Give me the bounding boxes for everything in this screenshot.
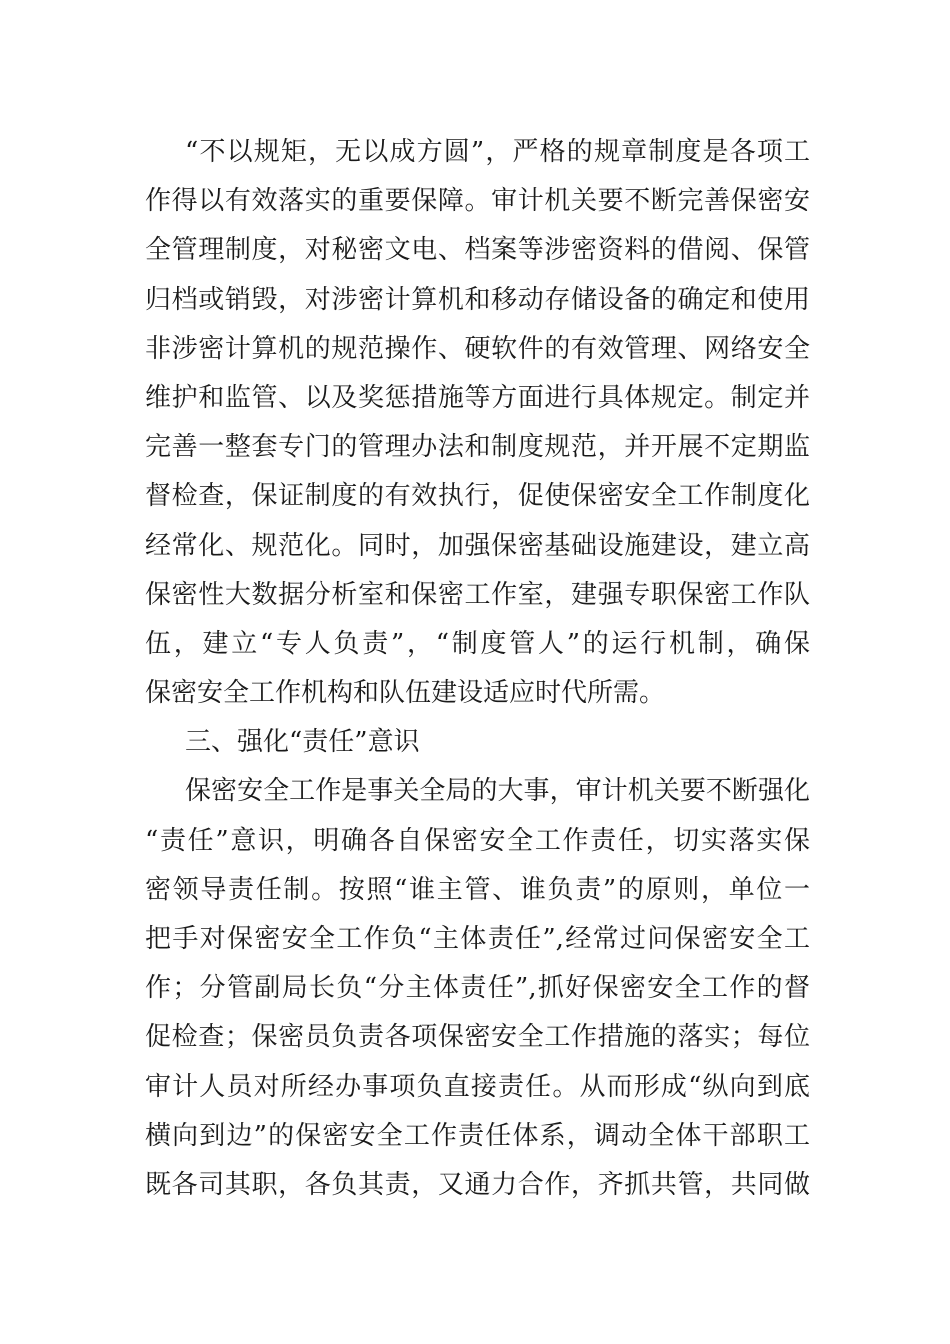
paragraph-line: 保密安全工作机构和队伍建设适应时代所需。: [145, 678, 666, 709]
paragraph-line: 非涉密计算机的规范操作、硬软件的有效管理、网络安全: [145, 333, 810, 364]
paragraph-line: 密领导责任制。按照“谁主管、谁负责”的原则，单位一: [145, 874, 810, 905]
paragraph-line: 促检查；保密员负责各项保密安全工作措施的落实；每位: [145, 1022, 810, 1053]
paragraph-line: 归档或销毁，对涉密计算机和移动存储设备的确定和使用: [145, 284, 810, 315]
paragraph-line: 督检查，保证制度的有效执行，促使保密安全工作制度化: [145, 481, 810, 512]
paragraph-line: 作得以有效落实的重要保障。审计机关要不断完善保密安: [145, 186, 810, 217]
body-text: [145, 128, 810, 1210]
paragraph-line: 保密安全工作是事关全局的大事，审计机关要不断强化: [185, 776, 810, 807]
paragraph-line: 维护和监管、以及奖惩措施等方面进行具体规定。制定并: [145, 382, 810, 413]
paragraph-line: 经常化、规范化。同时，加强保密基础设施建设，建立高: [145, 530, 810, 561]
section-heading: 三、强化“责任”意识: [185, 727, 420, 758]
paragraph-line: 作；分管副局长负“分主体责任”,抓好保密安全工作的督: [145, 973, 810, 1004]
paragraph-line: 完善一整套专门的管理办法和制度规范，并开展不定期监: [145, 432, 810, 463]
paragraph-line: 保密性大数据分析室和保密工作室，建强专职保密工作队: [145, 579, 810, 610]
paragraph-line: “不以规矩，无以成方圆”，严格的规章制度是各项工: [185, 137, 810, 167]
paragraph-line: “责任”意识，明确各自保密安全工作责任，切实落实保: [145, 825, 810, 856]
paragraph-line: 把手对保密安全工作负“主体责任”,经常过问保密安全工: [145, 924, 810, 954]
paragraph-line: 审计人员对所经办事项负直接责任。从而形成“纵向到底: [145, 1071, 810, 1102]
paragraph-line: 伍，建立“专人负责”，“制度管人”的运行机制，确保: [145, 628, 810, 659]
paragraph-line: 全管理制度，对秘密文电、档案等涉密资料的借阅、保管: [145, 235, 810, 266]
paragraph-line: 横向到边”的保密安全工作责任体系，调动全体干部职工: [145, 1120, 810, 1151]
paragraph-line: 既各司其职，各负其责，又通力合作，齐抓共管，共同做: [145, 1169, 810, 1200]
